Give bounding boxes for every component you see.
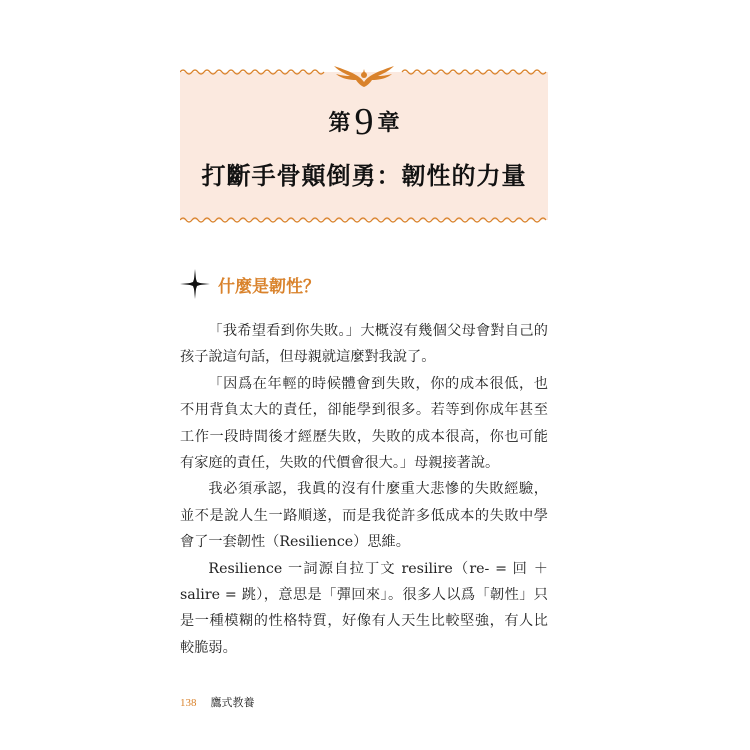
chapter-suffix: 章: [377, 110, 400, 136]
paragraph: 我必須承認，我眞的沒有什麼重大悲慘的失敗經驗，並不是說人生一路順遂，而是我從許多低成本的失敗中學會了一套韌性（Resilience）思維。: [180, 481, 548, 551]
eagle-icon: [332, 58, 396, 88]
section-heading-text: 什麼是韌性？: [218, 276, 320, 297]
page-number: 138: [180, 697, 197, 709]
bottom-wave-border: [180, 216, 548, 224]
page-footer: [180, 694, 255, 710]
chapter-prefix: 第: [328, 110, 351, 136]
book-title: 鷹式教養: [210, 696, 255, 709]
body-text: [180, 318, 548, 661]
banner-background: [180, 72, 548, 220]
star-icon: [180, 269, 210, 299]
paragraph: 「我希望看到你失敗。」大概沒有幾個父母會對自己的孩子說這句話，但母親就這麼對我說了。: [180, 323, 548, 366]
chapter-number-value: 9: [354, 101, 374, 143]
chapter-number: [180, 102, 548, 143]
paragraph: Resilience 一詞源自拉丁文 resilire（re- = 回 ＋ salire = 跳），意思是「彈回來」。很多人以爲「韌性」只是一種模糊的性格特質，好像有人天生比較堅強，有人比較脆弱。: [180, 560, 548, 656]
paragraph: 「因爲在年輕的時候體會到失敗，你的成本很低，也不用背負太大的責任，卻能學到很多。若等到你成年甚至工作一段時間後才經歷失敗，失敗的成本很高，你也可能有家庭的責任，失敗的代價會很大。」母親接著說。: [180, 375, 548, 472]
chapter-banner: [180, 62, 548, 224]
section-heading: [180, 268, 320, 300]
chapter-title: 打斷手骨顛倒勇：韌性的力量: [201, 161, 527, 190]
